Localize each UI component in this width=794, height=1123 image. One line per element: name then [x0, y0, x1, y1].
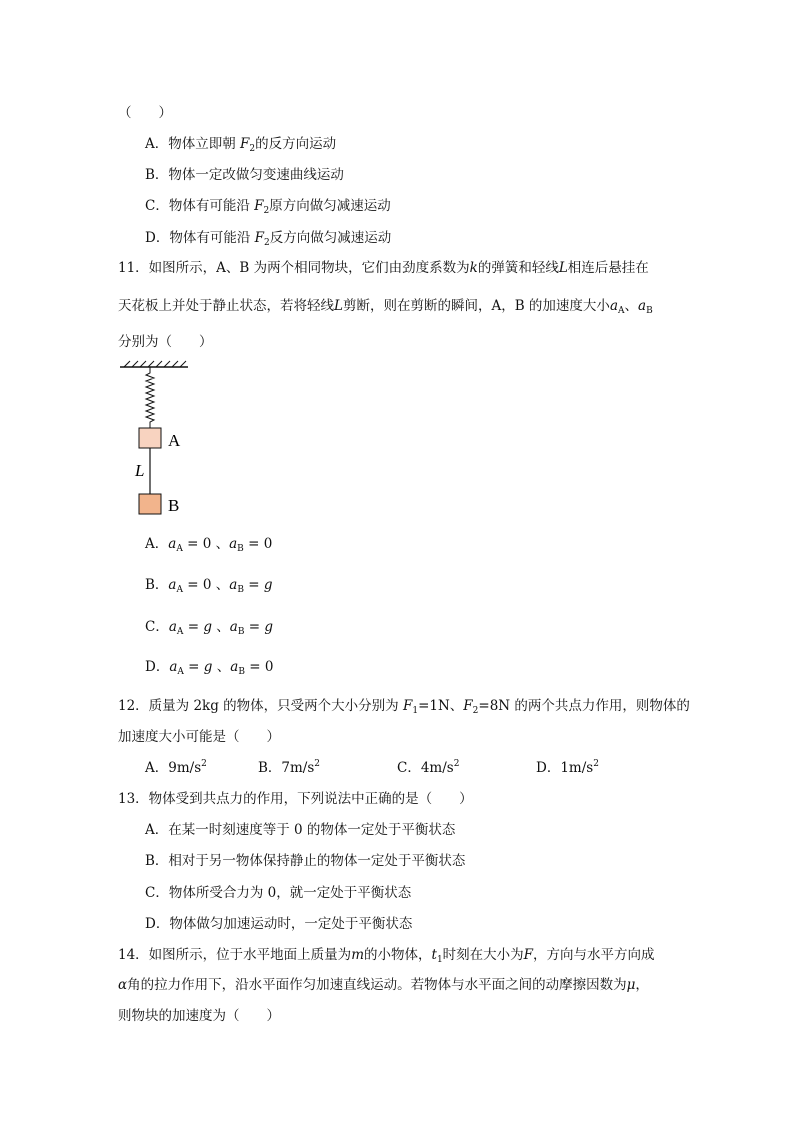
- q12-option-c[interactable]: C．$4m/s^2$: [397, 759, 460, 776]
- q14-stem-line3: 则物块的加速度为（ ）: [118, 1008, 280, 1024]
- q10-option-a[interactable]: A．物体立即朝 $F_2$的反方向运动: [145, 136, 337, 154]
- q14-stem-line1: 14．如图所示，位于水平地面上质量为m的小物体，$t_1$时刻在大小为F，方向与水平方向成: [118, 947, 655, 965]
- block-b: [139, 494, 161, 514]
- q13-stem: 13．物体受到共点力的作用，下列说法中正确的是（ ）: [118, 791, 473, 807]
- q11-option-a[interactable]: A．$a_A = 0$ 、$a_B = 0$: [145, 536, 273, 554]
- spring-block-figure: [118, 360, 208, 520]
- label-b: B: [168, 496, 180, 515]
- q11-option-c[interactable]: C．$a_A = g$ 、$a_B = g$: [145, 619, 274, 637]
- ceiling-hatch-icon: [120, 361, 188, 367]
- q11-stem-line2: 天花板上并处于静止状态，若将轻线L剪断，则在剪断的瞬间，A，B 的加速度大小$a_A$、$a_B$: [118, 298, 653, 316]
- q12-option-a[interactable]: A．$9m/s^2$: [145, 759, 207, 776]
- q11-stem-line3: 分别为（ ）: [118, 334, 213, 350]
- q12-option-d[interactable]: D．$1m/s^2$: [536, 759, 599, 776]
- block-a: [139, 428, 161, 448]
- q13-option-d[interactable]: D．物体做匀加速运动时，一定处于平衡状态: [145, 916, 413, 932]
- q10-option-d[interactable]: D．物体有可能沿 $F_2$反方向做匀减速运动: [145, 230, 392, 248]
- q14-stem-line2: α角的拉力作用下，沿水平面作匀加速直线运动。若物体与水平面之间的动摩擦因数为μ，: [118, 977, 649, 993]
- q11-option-d[interactable]: D．$a_A = g$ 、$a_B = 0$: [145, 659, 274, 677]
- label-l: L: [135, 461, 145, 480]
- q12-stem-line1: 12．质量为 2kg 的物体，只受两个大小分别为 $F_1=1N$、$F_2=8N$ 的两个共点力作用，则物体的: [118, 698, 690, 716]
- q11-option-b[interactable]: B．$a_A = 0$ 、$a_B = g$: [145, 577, 273, 595]
- q13-option-c[interactable]: C．物体所受合力为 0，就一定处于平衡状态: [145, 885, 412, 901]
- q13-option-a[interactable]: A．在某一时刻速度等于 0 的物体一定处于平衡状态: [145, 822, 456, 838]
- q10-paren: （ ）: [118, 105, 172, 121]
- label-a: A: [168, 431, 181, 450]
- q10-option-b[interactable]: B．物体一定改做匀变速曲线运动: [145, 167, 344, 183]
- q12-stem-line2: 加速度大小可能是（ ）: [118, 729, 280, 745]
- q10-option-c[interactable]: C．物体有可能沿 $F_2$原方向做匀减速运动: [145, 198, 391, 216]
- spring-icon: [146, 367, 154, 428]
- q11-stem-line1: 11．如图所示，A、B 为两个相同物块，它们由劲度系数为k的弹簧和轻线L相连后悬挂在: [118, 260, 649, 276]
- q12-option-b[interactable]: B．$7m/s^2$: [258, 759, 321, 776]
- q13-option-b[interactable]: B．相对于另一物体保持静止的物体一定处于平衡状态: [145, 853, 466, 869]
